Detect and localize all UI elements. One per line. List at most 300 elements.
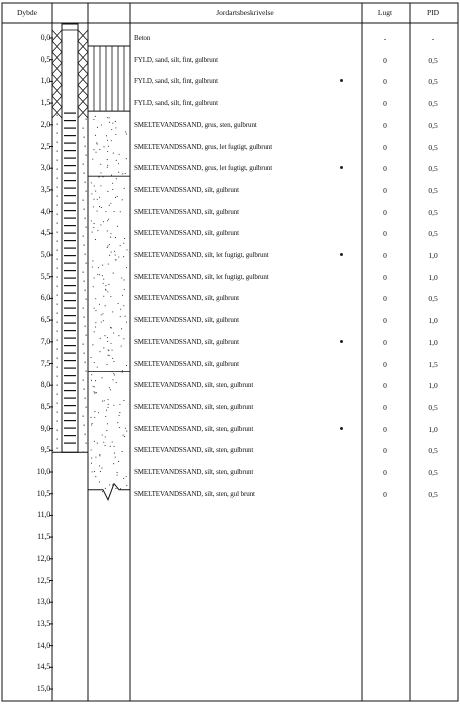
sand-dot [108, 146, 109, 147]
filter-dot [57, 250, 58, 251]
row-smell: 0 [383, 207, 387, 217]
sand-dot [102, 401, 103, 402]
row-smell: - [383, 34, 387, 43]
row-description: SMELTEVANDSSAND, silt, sten, gul brunt [134, 489, 255, 498]
filter-dot [83, 200, 84, 201]
sand-dot [100, 185, 101, 186]
sand-dot [107, 337, 108, 338]
sand-dot [126, 249, 127, 250]
filter-dot [86, 299, 87, 300]
filter-dot [85, 434, 86, 435]
filter-dot [57, 160, 58, 161]
sand-dot [108, 284, 109, 285]
sand-dot [93, 149, 94, 150]
filter-dot [57, 196, 58, 197]
sand-dot [91, 457, 92, 458]
filter-dot [83, 380, 84, 381]
sand-dot [107, 355, 108, 356]
depth-label: 0,0 [40, 33, 50, 42]
sand-dot [105, 437, 106, 438]
sand-dot [124, 289, 125, 290]
sand-dot [102, 434, 103, 435]
filter-dot [57, 187, 58, 188]
sand-dot [122, 370, 123, 371]
sand-dot [94, 471, 95, 472]
sand-dot [111, 175, 112, 176]
sand-dot [107, 291, 108, 292]
sand-dot [96, 392, 97, 393]
filter-dot [85, 326, 86, 327]
row-pid: 0,5 [428, 294, 438, 304]
sand-dot [126, 365, 127, 366]
sand-dot [99, 481, 100, 482]
filter-dot [57, 241, 58, 242]
sand-dot [106, 135, 107, 136]
sand-dot [98, 412, 99, 413]
sand-dot [124, 188, 125, 189]
depth-label: 9,0 [40, 423, 50, 433]
filter-dot [85, 218, 86, 219]
sand-dot [95, 239, 96, 240]
sand-dot [94, 393, 95, 394]
depth-label: 11,5 [37, 532, 50, 542]
sand-dot [105, 488, 106, 489]
sand-dot [105, 305, 106, 306]
sand-dot [126, 267, 127, 268]
sand-dot [99, 197, 100, 198]
row-description: Beton [134, 34, 151, 42]
sand-dot [107, 191, 108, 192]
depth-label: 7,0 [40, 336, 50, 346]
depth-label: 15,0 [36, 684, 50, 693]
filter-dot [83, 452, 84, 453]
row-pid: 0,5 [428, 55, 438, 65]
sand-dot [122, 451, 123, 452]
header-pid: PID [426, 8, 440, 17]
sand-dot [124, 279, 125, 280]
sand-dot [110, 233, 111, 234]
sand-dot [99, 149, 100, 150]
sand-dot [90, 417, 91, 418]
sand-dot [100, 338, 101, 339]
sand-dot [92, 232, 93, 233]
filter-dot [57, 376, 58, 377]
filter-dot [57, 115, 58, 116]
sand-dot [117, 472, 118, 473]
row-smell: 0 [383, 142, 387, 152]
filter-dot [57, 439, 58, 440]
sand-dot [117, 226, 118, 227]
sand-dot [120, 211, 121, 212]
sand-dot [115, 259, 116, 260]
sand-dot [123, 243, 124, 244]
row-smell: 0 [383, 251, 387, 260]
sand-dot [110, 296, 111, 297]
sand-dot [126, 322, 127, 323]
sand-dot [120, 309, 121, 310]
sand-dot [103, 320, 104, 321]
depth-label: 14,5 [36, 662, 50, 672]
sand-dot [105, 290, 106, 291]
row-smell: 0 [383, 272, 387, 282]
sand-dot [124, 436, 125, 437]
sand-dot [119, 404, 120, 405]
sand-dot [100, 224, 101, 225]
sand-dot [112, 189, 113, 190]
sand-dot [99, 206, 100, 207]
filter-dot [57, 295, 58, 296]
depth-label: 8,5 [40, 401, 50, 411]
sand-dot [93, 286, 94, 287]
row-pid: 0,5 [428, 207, 438, 217]
sand-dot [122, 173, 123, 174]
sand-dot [109, 205, 110, 206]
filter-dot [86, 335, 87, 336]
sand-dot [108, 404, 109, 405]
filter-dot [86, 119, 87, 120]
filter-dot [83, 236, 84, 237]
row-description: SMELTEVANDSSAND, silt, sten, gulbrunt [134, 381, 254, 390]
sand-dot [118, 461, 119, 462]
depth-label: 10,0 [36, 467, 50, 476]
sand-dot [111, 251, 112, 252]
sand-dot [100, 164, 101, 165]
sand-dot [113, 332, 114, 333]
row-description: SMELTEVANDSSAND, silt, let fugtigt, gulbrunt [134, 272, 269, 281]
row-pid: 1,0 [428, 251, 438, 260]
sand-dot [120, 245, 121, 246]
sand-dot [102, 313, 103, 314]
row-description: SMELTEVANDSSAND, silt, gulbrunt [134, 294, 240, 303]
filter-dot [83, 308, 84, 309]
header-description: Jordartsbeskrivelse [216, 8, 274, 17]
sand-dot [97, 199, 98, 200]
filter-dot [86, 191, 87, 192]
row-smell: 0 [383, 468, 387, 477]
row-smell: 0 [383, 185, 387, 195]
sand-dot [115, 237, 116, 238]
sand-dot [107, 140, 108, 141]
depth-label: 13,0 [36, 597, 50, 607]
filter-dot [57, 232, 58, 233]
sand-dot [100, 172, 101, 173]
row-pid: 0,5 [428, 185, 438, 195]
row-pid: 1,0 [428, 381, 438, 391]
sand-dot [126, 431, 127, 432]
filter-dot [83, 164, 84, 165]
filter-dot [57, 178, 58, 179]
sand-dot [107, 220, 108, 221]
filter-dot [86, 227, 87, 228]
sand-dot [107, 247, 108, 248]
filter-dot [85, 398, 86, 399]
sand-dot [97, 367, 98, 368]
sand-dot [91, 449, 92, 450]
sand-dot [123, 400, 124, 401]
sand-dot [99, 455, 100, 456]
sand-dot [102, 491, 103, 492]
sand-dot [114, 251, 115, 252]
depth-label: 6,5 [40, 315, 50, 325]
depth-label: 12,0 [36, 553, 50, 563]
sand-dot [94, 308, 95, 309]
sand-dot [93, 391, 94, 392]
filter-dot [57, 304, 58, 305]
filter-dot [84, 245, 85, 246]
sand-dot [115, 121, 116, 122]
sand-dot [113, 273, 114, 274]
depth-label: 7,5 [40, 358, 50, 368]
sand-dot [94, 417, 95, 418]
filter-dot [84, 425, 85, 426]
row-description: FYLD, sand, silt, fint, gulbrunt [134, 77, 218, 86]
sand-dot [93, 206, 94, 207]
sand-dot [115, 255, 116, 256]
filter-dot [57, 313, 58, 314]
depth-label: 0,5 [40, 54, 50, 64]
depth-label: 6,0 [40, 293, 50, 303]
depth-label: 1,0 [40, 76, 50, 86]
filter-dot [57, 394, 58, 395]
sand-dot [104, 335, 105, 336]
row-description: SMELTEVANDSSAND, silt, sten, gulbrunt [134, 446, 254, 455]
filter-dot [85, 146, 86, 147]
row-smell: 0 [383, 446, 387, 456]
sand-dot [114, 453, 115, 454]
row-smell: 0 [383, 294, 387, 304]
sand-dot [95, 191, 96, 192]
sand-dot [103, 221, 104, 222]
row-smell: 0 [383, 381, 387, 391]
row-pid: 1,0 [428, 272, 438, 282]
sand-dot [107, 117, 108, 118]
filter-dot [85, 290, 86, 291]
row-pid: 0,5 [428, 446, 438, 456]
sand-dot [103, 283, 104, 284]
filter-dot [57, 286, 58, 287]
filter-dot [86, 443, 87, 444]
sand-dot [116, 160, 117, 161]
sand-dot [115, 197, 116, 198]
sand-dot [102, 265, 103, 266]
sand-dot [112, 358, 113, 359]
sand-dot [115, 457, 116, 458]
filter-dot [57, 331, 58, 332]
sand-dot [90, 357, 91, 358]
depth-label: 14,0 [36, 640, 50, 650]
row-description: SMELTEVANDSSAND, silt, let fugtigt, gulbrunt [134, 251, 269, 259]
sand-dot [98, 177, 99, 178]
sand-dot [95, 116, 96, 117]
sand-dot [96, 142, 97, 143]
sand-dot [118, 256, 119, 257]
filter-dot [57, 430, 58, 431]
depth-label: 9,5 [40, 445, 50, 455]
row-description: FYLD, sand, silt, fint, gulbrunt [134, 99, 218, 108]
sand-dot [100, 471, 101, 472]
row-description: SMELTEVANDSSAND, silt, gulbrunt [134, 229, 240, 238]
sand-dot [94, 441, 95, 442]
sand-dot [126, 133, 127, 134]
depth-label: 3,0 [40, 163, 50, 173]
borehole-bottom [88, 484, 130, 500]
sand-dot [92, 423, 93, 424]
sand-dot [101, 321, 102, 322]
sand-dot [107, 151, 108, 152]
sand-dot [125, 428, 126, 429]
sand-dot [91, 374, 92, 375]
filter-dot [86, 263, 87, 264]
row-pid: 0,5 [428, 164, 438, 174]
sand-dot [106, 364, 107, 365]
sand-dot [119, 427, 120, 428]
sand-dot [123, 338, 124, 339]
filter-dot [84, 317, 85, 318]
sand-dot [95, 327, 96, 328]
sand-dot [99, 454, 100, 455]
sand-dot [117, 196, 118, 197]
sand-dot [112, 350, 113, 351]
sand-dot [105, 416, 106, 417]
row-pid: - [431, 34, 435, 43]
depth-label: 12,5 [36, 575, 50, 585]
row-pid: 1,0 [428, 337, 438, 347]
sand-dot [101, 207, 102, 208]
sand-dot [95, 135, 96, 136]
filter-dot [57, 133, 58, 134]
sand-dot [105, 445, 106, 446]
sand-dot [94, 223, 95, 224]
depth-label: 2,5 [40, 141, 50, 151]
sand-dot [91, 220, 92, 221]
row-description: SMELTEVANDSSAND, silt, sten, gulbrunt [134, 424, 254, 433]
sand-dot [111, 129, 112, 130]
depth-label: 4,0 [40, 206, 50, 216]
sand-dot [112, 379, 113, 380]
sand-dot [110, 389, 111, 390]
sand-dot [123, 435, 124, 436]
sand-dot [118, 303, 119, 304]
row-smell: 0 [383, 337, 387, 347]
sand-dot [109, 244, 110, 245]
depth-label: 5,5 [40, 271, 50, 281]
sand-dot [105, 289, 106, 290]
sand-dot [110, 446, 111, 447]
sand-dot [123, 305, 124, 306]
sand-dot [95, 476, 96, 477]
filter-dot [57, 385, 58, 386]
row-description: SMELTEVANDSSAND, silt, gulbrunt [134, 359, 240, 368]
depth-label: 11,0 [37, 510, 50, 520]
sand-dot [91, 193, 92, 194]
row-description: SMELTEVANDSSAND, silt, gulbrunt [134, 337, 240, 346]
row-pid: 1,0 [428, 316, 438, 326]
row-pid: 0,5 [428, 229, 438, 239]
sand-dot [95, 152, 96, 153]
filter-dot [57, 142, 58, 143]
row-smell: 0 [383, 229, 387, 239]
sand-dot [115, 488, 116, 489]
row-pid: 0,5 [428, 402, 438, 412]
sand-dot [108, 219, 109, 220]
sand-dot [116, 178, 117, 179]
filter-dot [57, 124, 58, 125]
sand-dot [121, 346, 122, 347]
filter-dot [85, 182, 86, 183]
sand-dot [92, 471, 93, 472]
sand-dot [97, 211, 98, 212]
row-description: SMELTEVANDSSAND, silt, sten, gulbrunt [134, 468, 254, 476]
row-smell: 0 [383, 77, 387, 87]
sand-dot [121, 328, 122, 329]
well-casing [62, 24, 78, 452]
sand-dot [104, 400, 105, 401]
filter-dot [57, 340, 58, 341]
sand-dot [101, 314, 102, 315]
sand-dot [122, 295, 123, 296]
sand-dot [105, 285, 106, 286]
sand-dot [113, 361, 114, 362]
filter-dot [57, 322, 58, 323]
row-description: SMELTEVANDSSAND, grus, let fugtigt, gulbrunt [134, 164, 273, 173]
sand-dot [109, 117, 110, 118]
row-pid: 0,5 [428, 99, 438, 109]
filter-dot [86, 371, 87, 372]
sand-dot [102, 176, 103, 177]
sand-dot [109, 355, 110, 356]
filter-dot [84, 209, 85, 210]
sand-dot [107, 423, 108, 424]
filter-dot [57, 214, 58, 215]
filter-dot [57, 448, 58, 449]
sand-dot [94, 362, 95, 363]
sand-dot [115, 127, 116, 128]
sand-dot [102, 275, 103, 276]
sand-dot [94, 331, 95, 332]
row-description: SMELTEVANDSSAND, silt, sten, gulbrunt [134, 402, 254, 411]
sand-dot [124, 238, 125, 239]
sand-dot [103, 279, 104, 280]
row-smell: 0 [383, 402, 387, 412]
row-description: SMELTEVANDSSAND, grus, let fugtigt, gulbrunt [134, 142, 273, 151]
sand-dot [95, 298, 96, 299]
row-pid: 0,5 [428, 468, 438, 477]
sand-dot [92, 159, 93, 160]
sand-dot [102, 377, 103, 378]
filter-dot [86, 155, 87, 156]
sand-dot [108, 350, 109, 351]
sand-dot [95, 457, 96, 458]
depth-label: 10,5 [36, 488, 50, 498]
sand-dot [97, 127, 98, 128]
row-description: SMELTEVANDSSAND, silt, gulbrunt [134, 185, 240, 194]
depth-label: 5,0 [40, 250, 50, 259]
filter-dot [84, 353, 85, 354]
filter-dot [83, 128, 84, 129]
sand-dot [97, 443, 98, 444]
filter-dot [57, 169, 58, 170]
sand-dot [93, 199, 94, 200]
sand-dot [103, 347, 104, 348]
sand-dot [112, 311, 113, 312]
sand-dot [97, 230, 98, 231]
sand-dot [92, 260, 93, 261]
sand-dot [120, 488, 121, 489]
depth-label: 8,0 [40, 380, 50, 390]
sand-dot [92, 266, 93, 267]
sand-dot [97, 143, 98, 144]
sand-dot [126, 158, 127, 159]
